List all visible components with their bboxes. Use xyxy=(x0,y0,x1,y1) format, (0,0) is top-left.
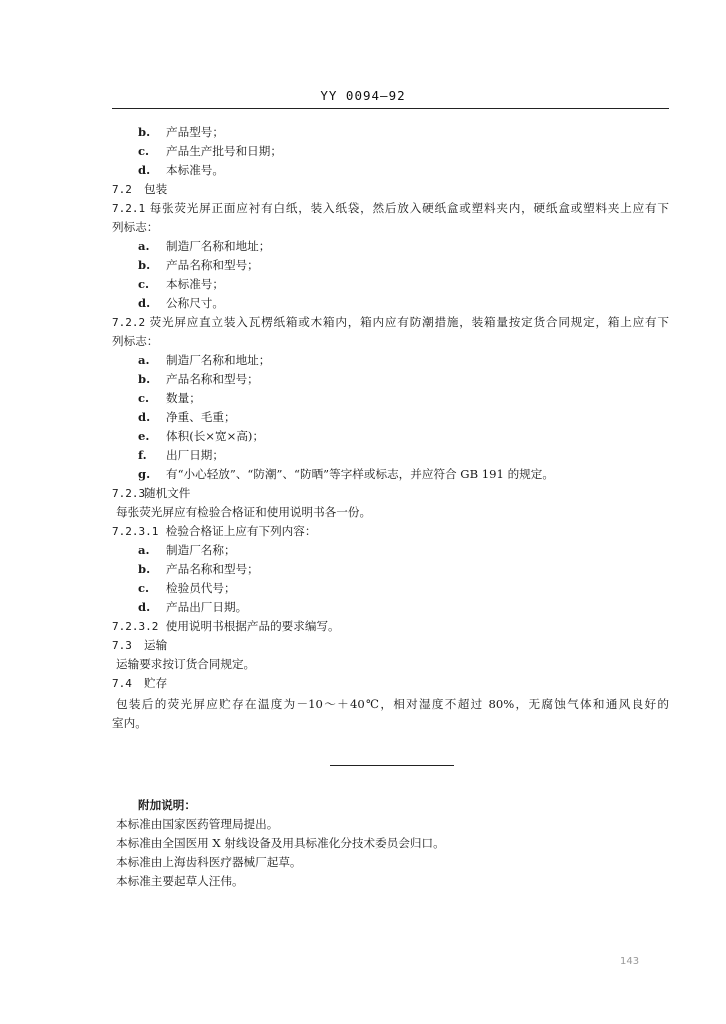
list-item xyxy=(138,143,282,159)
note-line: 本标准主要起草人汪伟。 xyxy=(116,874,244,888)
item-letter: a. xyxy=(138,543,150,557)
item-letter: c. xyxy=(138,391,150,405)
paragraph-text: 每张荧光屏正面应衬有白纸，装入纸袋，然后放入硬纸盒或塑料夹内，硬纸盒或塑料夹上应有下 xyxy=(149,201,669,215)
list-item xyxy=(138,428,264,444)
section-title: 贮存 xyxy=(144,676,168,690)
end-rule xyxy=(330,765,454,766)
item-letter: c. xyxy=(138,581,150,595)
item-text: 产品名称和型号； xyxy=(166,562,259,576)
notes-title: 附加说明： xyxy=(138,798,196,812)
list-item xyxy=(138,371,259,387)
paragraph-line: 包装后的荧光屏应贮存在温度为－10～＋40℃，相对湿度不超过 80%，无腐蚀气体和通风良好的 xyxy=(116,697,669,711)
paragraph-line: 每张荧光屏应有检验合格证和使用说明书各一份。 xyxy=(116,505,372,519)
item-text: 公称尺寸。 xyxy=(166,296,224,310)
item-text: 制造厂名称； xyxy=(166,543,236,557)
item-letter: b. xyxy=(138,125,151,139)
item-letter: b. xyxy=(138,258,151,272)
item-letter: d. xyxy=(138,410,151,424)
list-item xyxy=(138,580,236,596)
item-text: 产品名称和型号； xyxy=(166,258,259,272)
item-letter: d. xyxy=(138,296,151,310)
note-line: 本标准由上海齿科医疗器械厂起草。 xyxy=(116,855,302,869)
item-letter: b. xyxy=(138,372,151,386)
item-text: 检验员代号； xyxy=(166,581,236,595)
item-letter: g. xyxy=(138,467,151,481)
paragraph-line: 室内。 xyxy=(112,716,147,730)
item-letter: f. xyxy=(138,448,147,462)
item-letter: a. xyxy=(138,353,150,367)
paragraph-line: 列标志： xyxy=(112,220,159,234)
list-item xyxy=(138,542,236,558)
list-item xyxy=(138,447,224,463)
header-rule xyxy=(112,108,669,109)
item-text: 本标准号。 xyxy=(166,163,224,177)
list-item xyxy=(138,466,554,482)
item-text: 出厂日期； xyxy=(166,448,224,462)
section-heading xyxy=(112,181,167,198)
section-number: 7.4 xyxy=(112,677,132,690)
item-letter: c. xyxy=(138,277,150,291)
section-number: 7.2.2 xyxy=(112,316,146,329)
paragraph-line: 列标志： xyxy=(112,334,159,348)
item-text: 净重、毛重； xyxy=(166,410,236,424)
section-title: 运输 xyxy=(144,638,168,652)
item-letter: b. xyxy=(138,562,151,576)
item-text: 产品出厂日期。 xyxy=(166,600,248,614)
item-text: 体积(长×宽×高)； xyxy=(166,429,265,443)
list-item xyxy=(138,276,224,292)
item-text: 产品型号； xyxy=(166,125,224,139)
note-line: 本标准由全国医用 X 射线设备及用具标准化分技术委员会归口。 xyxy=(116,836,445,850)
section-heading xyxy=(112,637,167,654)
item-text: 有“小心轻放”、“防潮”、“防晒”等字样或标志，并应符合 GB 191 的规定。 xyxy=(166,467,554,481)
section-number: 7.2.3.1 xyxy=(112,525,159,538)
section-heading xyxy=(112,485,190,502)
list-item xyxy=(138,390,201,406)
page-number: 143 xyxy=(620,956,640,967)
item-text: 制造厂名称和地址； xyxy=(166,353,271,367)
paragraph-text: 使用说明书根据产品的要求编写。 xyxy=(165,619,340,633)
list-item xyxy=(138,257,259,273)
paragraph-line xyxy=(112,200,669,217)
list-item xyxy=(138,599,247,615)
list-item xyxy=(138,352,270,368)
paragraph-text: 荧光屏应直立装入瓦楞纸箱或木箱内，箱内应有防潮措施，装箱量按定货合同规定，箱上应有下 xyxy=(149,315,669,329)
list-item xyxy=(138,238,270,254)
note-line: 本标准由国家医药管理局提出。 xyxy=(116,817,279,831)
item-text: 产品生产批号和日期； xyxy=(166,144,282,158)
item-letter: d. xyxy=(138,163,151,177)
paragraph-line xyxy=(112,618,340,635)
section-title: 包装 xyxy=(144,182,168,196)
item-text: 产品名称和型号； xyxy=(166,372,259,386)
section-number: 7.2.1 xyxy=(112,202,146,215)
section-number: 7.2 xyxy=(112,183,132,196)
section-number: 7.2.3.2 xyxy=(112,620,159,633)
section-number: 7.2.3 xyxy=(112,487,146,500)
list-item xyxy=(138,162,224,178)
item-text: 制造厂名称和地址； xyxy=(166,239,271,253)
list-item xyxy=(138,124,224,140)
item-text: 本标准号； xyxy=(166,277,224,291)
paragraph-text: 检验合格证上应有下列内容： xyxy=(165,524,317,538)
item-text: 数量； xyxy=(166,391,201,405)
list-item xyxy=(138,561,259,577)
list-item xyxy=(138,295,224,311)
section-number: 7.3 xyxy=(112,639,132,652)
list-item xyxy=(138,409,236,425)
section-title: 随机文件 xyxy=(144,486,191,500)
item-letter: a. xyxy=(138,239,150,253)
paragraph-line: 运输要求按订货合同规定。 xyxy=(116,657,256,671)
paragraph-line xyxy=(112,314,669,331)
item-letter: d. xyxy=(138,600,151,614)
standard-code-header: YY 0094—92 xyxy=(320,88,406,103)
section-heading xyxy=(112,675,167,692)
item-letter: e. xyxy=(138,429,150,443)
item-letter: c. xyxy=(138,144,150,158)
paragraph-line xyxy=(112,523,316,540)
